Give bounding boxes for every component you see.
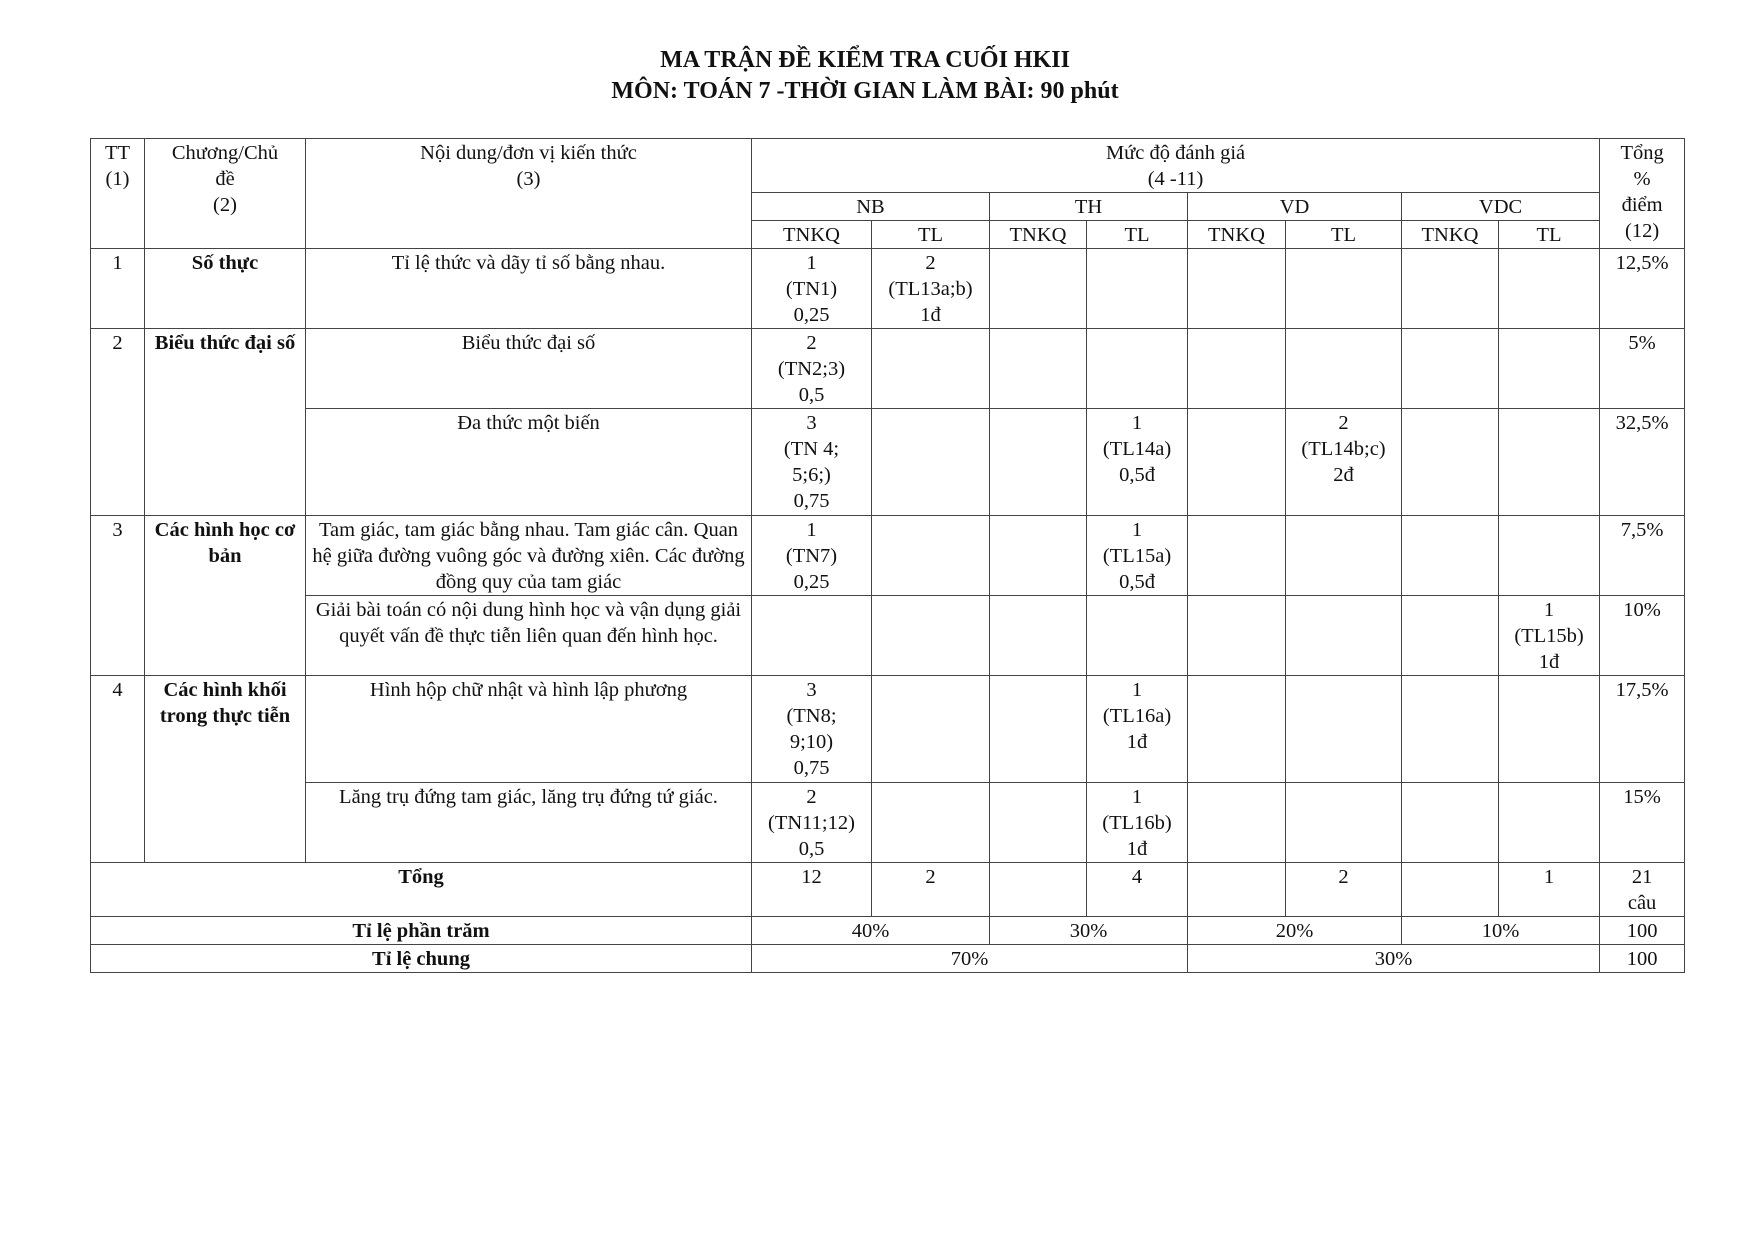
- row-cell: 2 (TN2;3) 0,5: [752, 329, 872, 409]
- row-cell: [1188, 516, 1286, 596]
- row-cell: 3 (TN 4; 5;6;) 0,75: [752, 409, 872, 516]
- row-cell: [1286, 783, 1402, 863]
- row-cell: [1286, 329, 1402, 409]
- row-total: 15%: [1600, 783, 1685, 863]
- row-cell: [1402, 516, 1499, 596]
- row-cell: [1402, 409, 1499, 516]
- general-label: Tỉ lệ chung: [91, 945, 752, 973]
- row-cell: [872, 596, 990, 676]
- row-tt: 2: [91, 329, 145, 516]
- row-cell: [1188, 409, 1286, 516]
- row-cell: [990, 676, 1087, 783]
- row-cell: 2 (TL14b;c) 2đ: [1286, 409, 1402, 516]
- row-total: 10%: [1600, 596, 1685, 676]
- row-content: Biểu thức đại số: [306, 329, 752, 409]
- percent-row: [91, 917, 1685, 945]
- assessment-matrix-table: [90, 138, 1685, 973]
- row-cell: [990, 516, 1087, 596]
- row-total: 32,5%: [1600, 409, 1685, 516]
- percent-label: Tỉ lệ phần trăm: [91, 917, 752, 945]
- row-cell: [1286, 249, 1402, 329]
- header-sub: TL: [1286, 221, 1402, 249]
- header-level-vd: VD: [1188, 193, 1402, 221]
- row-cell: 3 (TN8; 9;10) 0,75: [752, 676, 872, 783]
- header-level: Mức độ đánh giá (4 -11): [752, 139, 1600, 193]
- row-cell: 1 (TL16a) 1đ: [1087, 676, 1188, 783]
- row-chapter: Biểu thức đại số: [145, 329, 306, 516]
- document-title: MA TRẬN ĐỀ KIỂM TRA CUỐI HKII: [660, 47, 1070, 73]
- table-row: [91, 409, 1685, 516]
- sum-cell: 2: [1286, 863, 1402, 917]
- row-cell: [1499, 516, 1600, 596]
- row-cell: [1087, 596, 1188, 676]
- row-cell: [990, 249, 1087, 329]
- sum-cell: 4: [1087, 863, 1188, 917]
- row-cell: 1 (TL15b) 1đ: [1499, 596, 1600, 676]
- header-tt: TT (1): [91, 139, 145, 249]
- percent-cell: 20%: [1188, 917, 1402, 945]
- row-cell: 1 (TN7) 0,25: [752, 516, 872, 596]
- header-chapter: Chương/Chủ đề (2): [145, 139, 306, 249]
- row-content: Tỉ lệ thức và dãy tỉ số bằng nhau.: [306, 249, 752, 329]
- row-cell: [1188, 596, 1286, 676]
- row-chapter: Các hình học cơ bản: [145, 516, 306, 676]
- table-row: [91, 783, 1685, 863]
- row-cell: [1499, 249, 1600, 329]
- row-cell: [1087, 249, 1188, 329]
- percent-cell: 30%: [990, 917, 1188, 945]
- row-cell: [1188, 676, 1286, 783]
- table-row: [91, 516, 1685, 596]
- header-sub: TNKQ: [990, 221, 1087, 249]
- sum-cell: [990, 863, 1087, 917]
- row-cell: [1188, 783, 1286, 863]
- row-chapter: Số thực: [145, 249, 306, 329]
- sum-cell: 1: [1499, 863, 1600, 917]
- row-tt: 3: [91, 516, 145, 676]
- header-sub: TL: [872, 221, 990, 249]
- row-cell: [1499, 329, 1600, 409]
- row-cell: [1402, 249, 1499, 329]
- sum-cell: [1402, 863, 1499, 917]
- row-cell: 2 (TN11;12) 0,5: [752, 783, 872, 863]
- row-total: 17,5%: [1600, 676, 1685, 783]
- table-row: [91, 249, 1685, 329]
- row-cell: [1402, 329, 1499, 409]
- row-cell: 1 (TL14a) 0,5đ: [1087, 409, 1188, 516]
- row-cell: [1499, 676, 1600, 783]
- sum-total: 21 câu: [1600, 863, 1685, 917]
- row-cell: [872, 676, 990, 783]
- percent-cell: 40%: [752, 917, 990, 945]
- row-cell: 2 (TL13a;b) 1đ: [872, 249, 990, 329]
- row-total: 5%: [1600, 329, 1685, 409]
- row-cell: [990, 409, 1087, 516]
- header-sub: TL: [1087, 221, 1188, 249]
- header-sub: TNKQ: [1402, 221, 1499, 249]
- row-cell: 1 (TL15a) 0,5đ: [1087, 516, 1188, 596]
- general-cell: 70%: [752, 945, 1188, 973]
- table-row: [91, 329, 1685, 409]
- row-cell: [1286, 596, 1402, 676]
- sum-cell: 2: [872, 863, 990, 917]
- header-row: [91, 139, 1685, 193]
- row-content: Giải bài toán có nội dung hình học và vận dụng giải quyết vấn đề thực tiễn liên quan đến hình học.: [306, 596, 752, 676]
- general-total: 100: [1600, 945, 1685, 973]
- header-sub: TNKQ: [752, 221, 872, 249]
- row-cell: [1402, 783, 1499, 863]
- row-cell: [1286, 516, 1402, 596]
- row-cell: [990, 596, 1087, 676]
- row-cell: [1188, 329, 1286, 409]
- header-total: Tổng % điểm (12): [1600, 139, 1685, 249]
- row-cell: [872, 409, 990, 516]
- row-cell: [872, 329, 990, 409]
- header-level-vdc: VDC: [1402, 193, 1600, 221]
- header-sub: TL: [1499, 221, 1600, 249]
- table-row: [91, 676, 1685, 783]
- row-cell: [1499, 783, 1600, 863]
- table-row: [91, 596, 1685, 676]
- row-cell: [1286, 676, 1402, 783]
- sum-label: Tổng: [91, 863, 752, 917]
- row-content: Hình hộp chữ nhật và hình lập phương: [306, 676, 752, 783]
- percent-total: 100: [1600, 917, 1685, 945]
- row-content: Tam giác, tam giác bằng nhau. Tam giác cân. Quan hệ giữa đường vuông góc và đường xiên. Các đường đồng quy của tam giác: [306, 516, 752, 596]
- row-tt: 4: [91, 676, 145, 863]
- general-row: [91, 945, 1685, 973]
- row-content: Đa thức một biến: [306, 409, 752, 516]
- sum-cell: [1188, 863, 1286, 917]
- sum-row: [91, 863, 1685, 917]
- row-chapter: Các hình khối trong thực tiễn: [145, 676, 306, 863]
- row-cell: 1 (TL16b) 1đ: [1087, 783, 1188, 863]
- header-level-nb: NB: [752, 193, 990, 221]
- row-cell: [990, 783, 1087, 863]
- row-cell: [872, 783, 990, 863]
- row-cell: [1402, 676, 1499, 783]
- row-total: 12,5%: [1600, 249, 1685, 329]
- row-cell: [1188, 249, 1286, 329]
- row-cell: [1402, 596, 1499, 676]
- row-cell: [1087, 329, 1188, 409]
- row-total: 7,5%: [1600, 516, 1685, 596]
- row-cell: [752, 596, 872, 676]
- sum-cell: 12: [752, 863, 872, 917]
- row-cell: 1 (TN1) 0,25: [752, 249, 872, 329]
- header-content: Nội dung/đơn vị kiến thức (3): [306, 139, 752, 249]
- header-level-th: TH: [990, 193, 1188, 221]
- row-cell: [1499, 409, 1600, 516]
- row-content: Lăng trụ đứng tam giác, lăng trụ đứng tứ giác.: [306, 783, 752, 863]
- row-cell: [990, 329, 1087, 409]
- header-sub: TNKQ: [1188, 221, 1286, 249]
- percent-cell: 10%: [1402, 917, 1600, 945]
- document-subtitle: MÔN: TOÁN 7 -THỜI GIAN LÀM BÀI: 90 phút: [611, 78, 1119, 104]
- general-cell: 30%: [1188, 945, 1600, 973]
- row-tt: 1: [91, 249, 145, 329]
- row-cell: [872, 516, 990, 596]
